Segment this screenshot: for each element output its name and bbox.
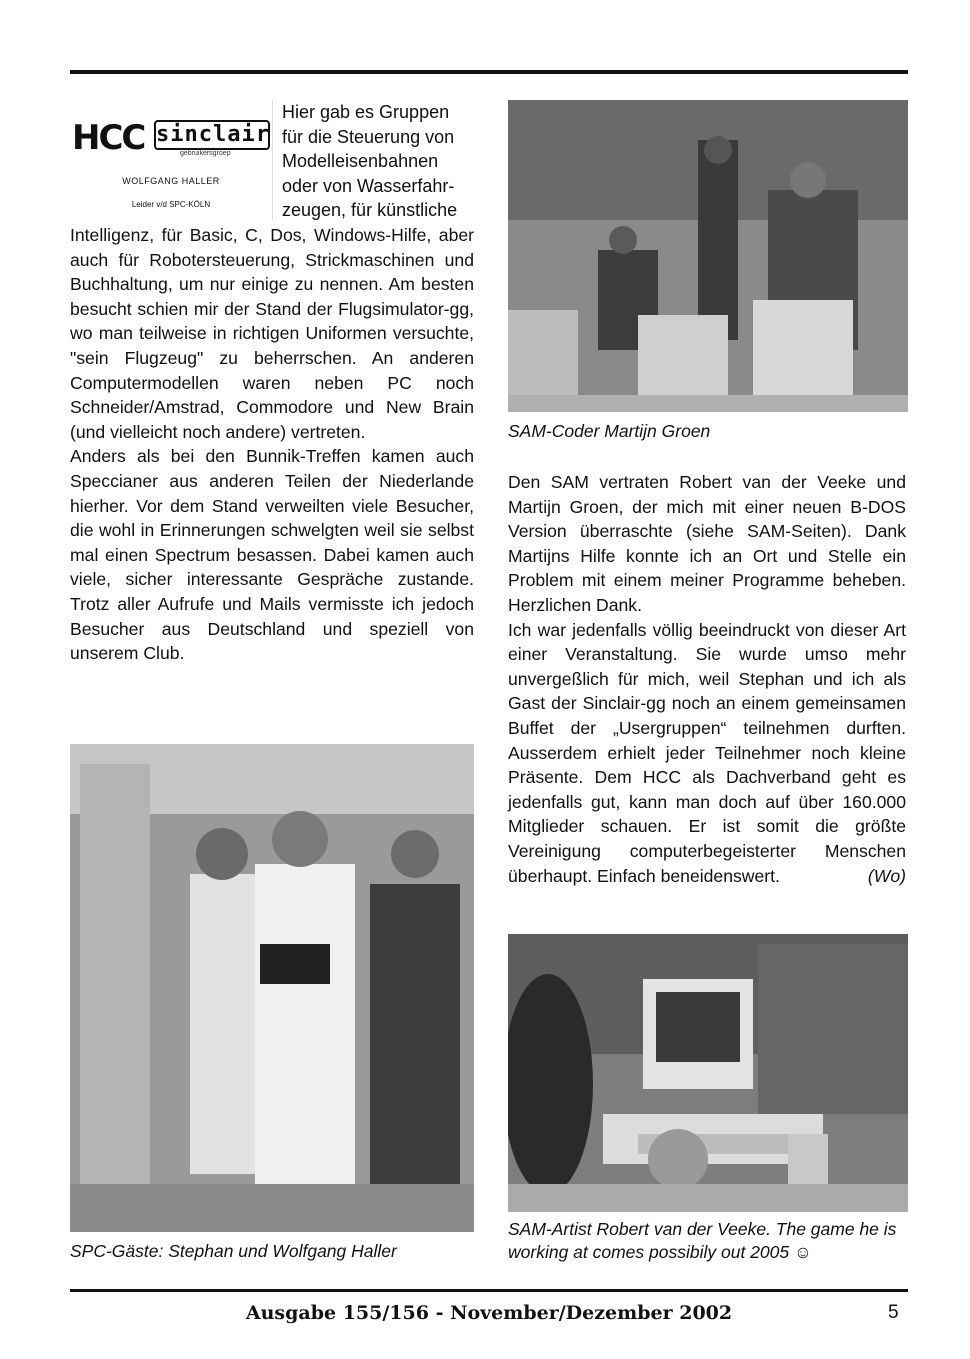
author-signature: (Wo) — [867, 865, 906, 886]
bottom-rule — [70, 1289, 908, 1292]
photo-spc-guests-image — [70, 744, 474, 1232]
sinclair-business-card — [70, 100, 273, 220]
intro-line: oder von Wasserfahr- — [282, 175, 455, 196]
logo-subtitle: gebruikersgroep — [180, 150, 231, 157]
caption-spc-guests: SPC-Gäste: Stephan und Wolfgang Haller — [70, 1241, 397, 1261]
logo-mark: HCC — [72, 118, 145, 158]
page-number: 5 — [888, 1302, 899, 1323]
right-column-text — [508, 470, 906, 888]
intro-line: Hier gab es Gruppen — [282, 102, 450, 122]
paragraph-text: Ich war jedenfalls völlig beeindruckt von dieser Art einer Veranstaltung. Sie wurde umso mehr unvergeßlich für mich, weil Stephan und ich als Gast der Sinclair-gg noch an einem gemeinsamen Buffet der „Usergruppen“ teilnehmen durften. Ausserdem erhielt jeder Teilnehmer noch kleine Präsente. Dem HCC als Dachverband geht es jedenfalls gut, kann man doch auf über 160.000 Mitglieder schauen. Er ist somit die größte Vereinigung computerbegeisterter Menschen überhaupt. Einfach beneidenswert. — [508, 619, 906, 886]
caption-sam-artist: SAM-Artist Robert van der Veeke. The game he is working at comes possibily out 2005 ☺ — [508, 1219, 897, 1262]
paragraph: Anders als bei den Bunnik-Treffen kamen auch Speccianer aus anderen Teilen der Niederlande hierher. Vor dem Stand verweilten viele Besucher, die wohl in Erinnerungen schwelgten weil sie selbst mal einen Spectrum besassen. Dabei kamen auch viele, sicher interessante Gespräche zustande. Trotz aller Aufrufe und Mails vermisste ich jedoch Besucher aus Deutschland und speziell von unserem Club. — [70, 446, 474, 664]
intro-line: zeugen, für künstliche — [282, 200, 458, 221]
paragraph: Intelligenz, für Basic, C, Dos, Windows-Hilfe, aber auch für Robotersteuerung, Strickmaschinen und Buchhaltung, um nur einige zu nennen. Am besten besucht schien mir der Stand der Flugsimulator-gg, wo man teilweise in richtigen Uniformen versuchte, "sein Flugzeug" zu beherrschen. An anderen Computermodellen waren neben PC noch Schneider/Amstrad, Commodore und New Brain (und vielleicht noch andere) vertreten. — [70, 225, 474, 442]
photo-spc-guests — [70, 744, 474, 1232]
top-rule — [70, 70, 908, 74]
intro-text — [282, 100, 474, 223]
photo-sam-coder-image — [508, 100, 908, 412]
card-person-role: Leider v/d SPC-KÖLN — [131, 200, 211, 209]
logo-brand-name: sinclair — [154, 120, 270, 150]
photo-sam-coder — [508, 100, 908, 412]
card-person-name: WOLFGANG HALLER — [122, 176, 220, 186]
photo-sam-artist — [508, 934, 908, 1212]
paragraph — [508, 618, 906, 889]
caption-sam-coder: SAM-Coder Martijn Groen — [508, 421, 711, 441]
paragraph: Den SAM vertraten Robert van der Veeke und Martijn Groen, der mich mit einer neuen B-DOS Version überraschte (siehe SAM-Seiten). Dank Martijns Hilfe konnte ich an Ort und Stelle ein Problem mit einem meiner Programme beheben. Herzlichen Dank. — [508, 472, 906, 615]
intro-line: Modelleisenbahnen — [282, 151, 439, 172]
hcc-sinclair-logo — [72, 110, 268, 162]
left-column-text — [70, 223, 474, 666]
photo-sam-artist-image — [508, 934, 908, 1212]
issue-line: Ausgabe 155/156 - November/Dezember 2002 — [245, 1302, 733, 1324]
intro-line: für die Steuerung von — [282, 126, 455, 147]
